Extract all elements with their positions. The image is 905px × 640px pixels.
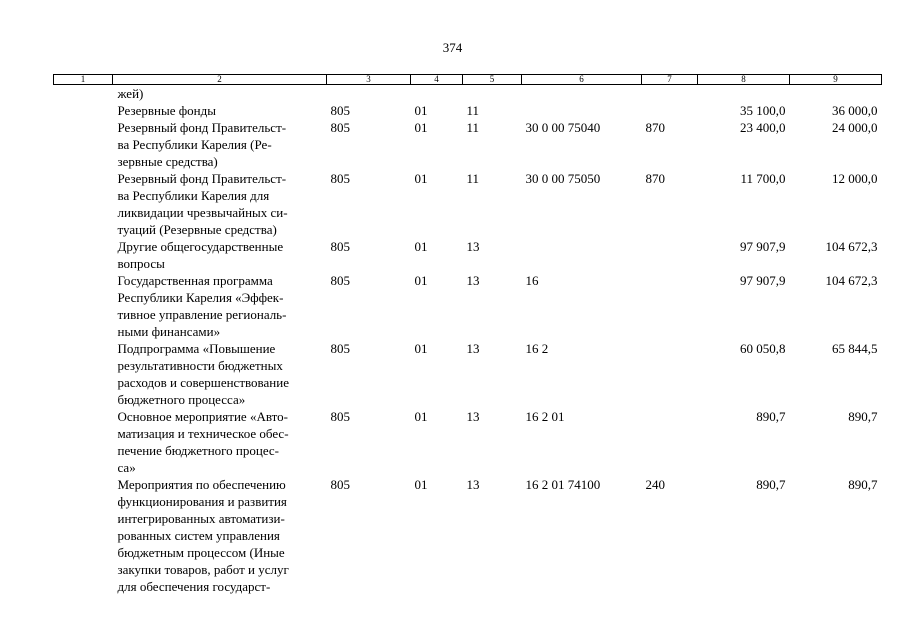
table-header (54, 75, 882, 85)
ministry-code: 805 (330, 409, 350, 424)
amount-year2: 65 844,5 (832, 341, 878, 356)
target-article-code: 16 2 01 74100 (525, 477, 601, 492)
amount-year2: 890,7 (848, 409, 878, 424)
item-name: Резервные фонды (117, 103, 216, 118)
table-body (54, 85, 882, 596)
expense-type-code (642, 102, 698, 119)
column-number-6: 6 (522, 75, 642, 85)
header-row (54, 75, 882, 85)
amount-year2: 36 000,0 (832, 103, 878, 118)
table-row (54, 272, 882, 340)
section-code: 01 (414, 341, 428, 356)
amount-year1 (698, 85, 790, 103)
ministry-code: 805 (330, 477, 350, 492)
subsection-code: 13 (466, 239, 480, 254)
subsection-code: 11 (466, 120, 480, 135)
subsection-code: 13 (466, 477, 480, 492)
amount-year2: 104 672,3 (825, 273, 878, 288)
column-number-4: 4 (411, 75, 463, 85)
amount-year2 (790, 85, 882, 103)
subsection-code: 13 (466, 341, 480, 356)
section-code: 01 (414, 239, 428, 254)
amount-year2: 104 672,3 (825, 239, 878, 254)
item-name: Мероприятия по обеспечению функционирования и развития интегрированных автоматизи- рованных систем управления бюджетным процессом (Иные закупки товаров, работ и услуг для обеспечения государст- (117, 477, 289, 594)
item-name: Другие общегосударственные вопросы (117, 239, 284, 271)
column-number-1: 1 (54, 75, 113, 85)
empty-cell (54, 85, 113, 103)
section-code: 01 (414, 103, 428, 118)
section-code: 01 (414, 171, 428, 186)
expense-type-code (642, 408, 698, 476)
expense-type-code (642, 238, 698, 272)
empty-cell (54, 102, 113, 119)
section-code (411, 85, 463, 103)
section-code: 01 (414, 477, 428, 492)
table-row (54, 85, 882, 103)
table-row (54, 408, 882, 476)
empty-cell (54, 476, 113, 595)
expense-type-code: 240 (645, 477, 665, 492)
column-number-9: 9 (790, 75, 882, 85)
table-row (54, 170, 882, 238)
target-article-code: 16 2 (525, 341, 549, 356)
ministry-code: 805 (330, 120, 350, 135)
item-name: Подпрограмма «Повышение результативности бюджетных расходов и совершенствование бюджетного процесса» (117, 341, 289, 407)
table-row (54, 340, 882, 408)
amount-year2: 12 000,0 (832, 171, 878, 186)
table-row (54, 238, 882, 272)
empty-cell (54, 119, 113, 170)
target-article-code: 30 0 00 75050 (525, 171, 601, 186)
section-code: 01 (414, 120, 428, 135)
ministry-code: 805 (330, 273, 350, 288)
column-number-7: 7 (642, 75, 698, 85)
empty-cell (54, 238, 113, 272)
item-name: Резервный фонд Правительст- ва Республики Карелия для ликвидации чрезвычайных си- туаций (Резервные средства) (117, 171, 288, 237)
expense-type-code: 870 (645, 120, 665, 135)
table-row (54, 476, 882, 595)
target-article-code: 16 (525, 273, 539, 288)
table-row (54, 102, 882, 119)
table-row (54, 119, 882, 170)
item-name: Государственная программа Республики Карелия «Эффек- тивное управление региональ- ными финансами» (117, 273, 287, 339)
target-article-code (522, 102, 642, 119)
amount-year1: 890,7 (756, 409, 786, 424)
column-number-2: 2 (113, 75, 327, 85)
empty-cell (54, 340, 113, 408)
amount-year1: 97 907,9 (740, 273, 786, 288)
ministry-code: 805 (330, 239, 350, 254)
item-name: жей) (117, 86, 144, 101)
subsection-code: 13 (466, 409, 480, 424)
expense-type-code (642, 340, 698, 408)
item-name: Резервный фонд Правительст- ва Республики Карелия (Ре- зервные средства) (117, 120, 287, 169)
amount-year1: 23 400,0 (740, 120, 786, 135)
expense-type-code (642, 272, 698, 340)
amount-year2: 24 000,0 (832, 120, 878, 135)
empty-cell (54, 408, 113, 476)
item-name: Основное мероприятие «Авто- матизация и техническое обес- печение бюджетного процес- са» (117, 409, 289, 475)
column-number-5: 5 (463, 75, 522, 85)
amount-year2: 890,7 (848, 477, 878, 492)
expense-type-code: 870 (645, 171, 665, 186)
target-article-code: 16 2 01 (525, 409, 565, 424)
column-number-3: 3 (327, 75, 411, 85)
ministry-code: 805 (330, 341, 350, 356)
empty-cell (54, 170, 113, 238)
empty-cell (54, 272, 113, 340)
column-number-8: 8 (698, 75, 790, 85)
subsection-code: 11 (466, 171, 480, 186)
subsection-code: 13 (466, 273, 480, 288)
target-article-code (522, 238, 642, 272)
budget-table (53, 74, 882, 595)
page-number: 374 (442, 40, 463, 55)
expense-type-code (642, 85, 698, 103)
target-article-code (522, 85, 642, 103)
amount-year1: 890,7 (756, 477, 786, 492)
amount-year1: 11 700,0 (740, 171, 786, 186)
section-code: 01 (414, 409, 428, 424)
ministry-code (327, 85, 411, 103)
amount-year1: 35 100,0 (740, 103, 786, 118)
section-code: 01 (414, 273, 428, 288)
subsection-code (463, 85, 522, 103)
amount-year1: 60 050,8 (740, 341, 786, 356)
amount-year1: 97 907,9 (740, 239, 786, 254)
ministry-code: 805 (330, 103, 350, 118)
ministry-code: 805 (330, 171, 350, 186)
subsection-code: 11 (466, 103, 480, 118)
target-article-code: 30 0 00 75040 (525, 120, 601, 135)
